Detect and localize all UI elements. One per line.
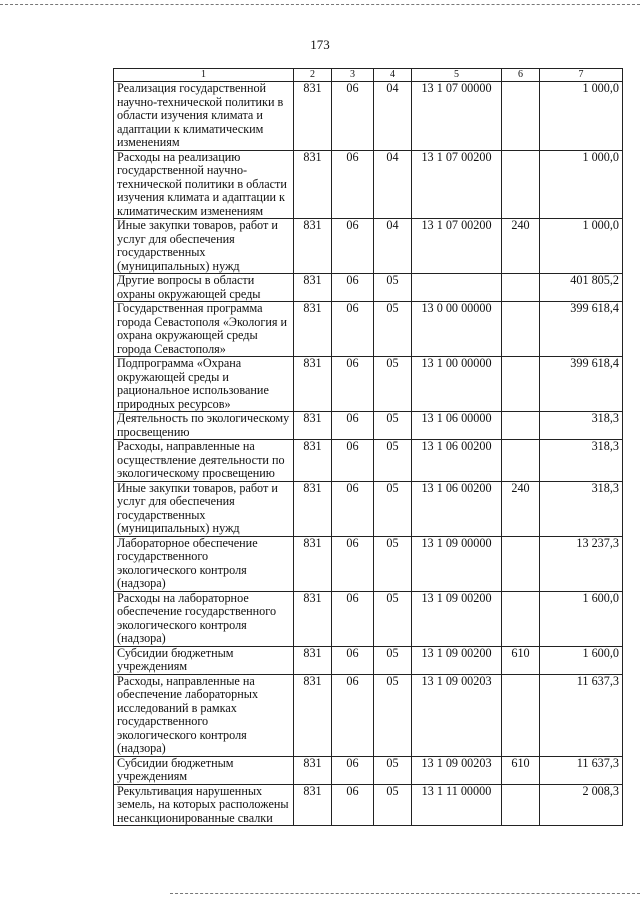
cell-name: Подпрограмма «Охрана окружающей среды и рациональное использование природных ресурсов» [114, 357, 294, 412]
cell-section: 06 [332, 302, 374, 357]
bottom-divider [170, 893, 640, 894]
header-col-3: 3 [332, 69, 374, 82]
cell-target-article: 13 1 00 00000 [412, 357, 502, 412]
table-row [114, 302, 623, 357]
table-row [114, 646, 623, 674]
header-col-2: 2 [294, 69, 332, 82]
header-col-7: 7 [540, 69, 623, 82]
cell-subsection: 05 [374, 274, 412, 302]
cell-amount: 11 637,3 [540, 756, 623, 784]
cell-ministry-code: 831 [294, 302, 332, 357]
table-row [114, 412, 623, 440]
cell-expense-type: 240 [502, 481, 540, 536]
cell-ministry-code: 831 [294, 150, 332, 219]
cell-expense-type: 240 [502, 219, 540, 274]
cell-section: 06 [332, 219, 374, 274]
cell-target-article: 13 1 06 00000 [412, 412, 502, 440]
cell-subsection: 04 [374, 150, 412, 219]
cell-expense-type [502, 536, 540, 591]
cell-subsection: 05 [374, 591, 412, 646]
cell-section: 06 [332, 784, 374, 826]
cell-section: 06 [332, 440, 374, 482]
cell-name: Лабораторное обеспечение государственного экологического контроля (надзора) [114, 536, 294, 591]
cell-ministry-code: 831 [294, 756, 332, 784]
cell-expense-type [502, 150, 540, 219]
cell-subsection: 05 [374, 302, 412, 357]
cell-target-article: 13 1 09 00200 [412, 591, 502, 646]
cell-name: Реализация государственной научно-технической политики в области изучения климата и адаптации к климатическим изменениям [114, 82, 294, 151]
cell-section: 06 [332, 646, 374, 674]
table-row [114, 150, 623, 219]
cell-ministry-code: 831 [294, 646, 332, 674]
cell-amount: 11 637,3 [540, 674, 623, 756]
cell-amount: 399 618,4 [540, 302, 623, 357]
cell-expense-type [502, 440, 540, 482]
cell-ministry-code: 831 [294, 481, 332, 536]
cell-section: 06 [332, 536, 374, 591]
cell-section: 06 [332, 412, 374, 440]
cell-name: Другие вопросы в области охраны окружающей среды [114, 274, 294, 302]
cell-name: Рекультивация нарушенных земель, на которых расположены несанкционированные свалки [114, 784, 294, 826]
cell-target-article: 13 1 07 00200 [412, 150, 502, 219]
cell-subsection: 05 [374, 481, 412, 536]
cell-expense-type: 610 [502, 756, 540, 784]
cell-section: 06 [332, 82, 374, 151]
top-divider [0, 4, 640, 5]
table-row [114, 756, 623, 784]
cell-subsection: 04 [374, 82, 412, 151]
cell-subsection: 05 [374, 674, 412, 756]
budget-table [113, 68, 623, 826]
cell-ministry-code: 831 [294, 412, 332, 440]
cell-amount: 318,3 [540, 440, 623, 482]
cell-section: 06 [332, 591, 374, 646]
table-row [114, 440, 623, 482]
header-col-1: 1 [114, 69, 294, 82]
cell-amount: 1 600,0 [540, 646, 623, 674]
cell-section: 06 [332, 357, 374, 412]
cell-target-article: 13 1 11 00000 [412, 784, 502, 826]
header-row [114, 69, 623, 82]
cell-name: Расходы на лабораторное обеспечение государственного экологического контроля (надзора) [114, 591, 294, 646]
cell-ministry-code: 831 [294, 536, 332, 591]
header-col-5: 5 [412, 69, 502, 82]
cell-target-article: 13 1 06 00200 [412, 440, 502, 482]
cell-target-article: 13 1 07 00200 [412, 219, 502, 274]
cell-target-article: 13 1 07 00000 [412, 82, 502, 151]
cell-amount: 401 805,2 [540, 274, 623, 302]
cell-expense-type [502, 357, 540, 412]
cell-target-article: 13 1 09 00203 [412, 756, 502, 784]
cell-ministry-code: 831 [294, 784, 332, 826]
cell-name: Расходы, направленные на осуществление деятельности по экологическому просвещению [114, 440, 294, 482]
cell-ministry-code: 831 [294, 674, 332, 756]
cell-target-article: 13 1 06 00200 [412, 481, 502, 536]
cell-name: Иные закупки товаров, работ и услуг для обеспечения государственных (муниципальных) нужд [114, 219, 294, 274]
cell-target-article [412, 274, 502, 302]
header-col-6: 6 [502, 69, 540, 82]
cell-expense-type [502, 274, 540, 302]
table-row [114, 784, 623, 826]
cell-subsection: 05 [374, 440, 412, 482]
cell-section: 06 [332, 674, 374, 756]
table-row [114, 219, 623, 274]
cell-name: Государственная программа города Севастополя «Экология и охрана окружающей среды города Севастополя» [114, 302, 294, 357]
cell-amount: 2 008,3 [540, 784, 623, 826]
cell-target-article: 13 0 00 00000 [412, 302, 502, 357]
table-row [114, 591, 623, 646]
cell-ministry-code: 831 [294, 357, 332, 412]
cell-section: 06 [332, 756, 374, 784]
page-number: 173 [310, 37, 330, 52]
table-row [114, 357, 623, 412]
cell-subsection: 05 [374, 412, 412, 440]
cell-expense-type [502, 674, 540, 756]
table-row [114, 82, 623, 151]
table-row [114, 481, 623, 536]
table-row [114, 536, 623, 591]
table-row [114, 674, 623, 756]
table-row [114, 274, 623, 302]
cell-subsection: 05 [374, 646, 412, 674]
cell-amount: 1 000,0 [540, 219, 623, 274]
cell-amount: 1 600,0 [540, 591, 623, 646]
table-body [114, 82, 623, 826]
cell-ministry-code: 831 [294, 591, 332, 646]
cell-ministry-code: 831 [294, 82, 332, 151]
cell-amount: 318,3 [540, 412, 623, 440]
cell-section: 06 [332, 274, 374, 302]
cell-subsection: 05 [374, 536, 412, 591]
cell-amount: 318,3 [540, 481, 623, 536]
cell-expense-type [502, 82, 540, 151]
cell-ministry-code: 831 [294, 274, 332, 302]
cell-amount: 1 000,0 [540, 150, 623, 219]
cell-expense-type [502, 412, 540, 440]
cell-amount: 399 618,4 [540, 357, 623, 412]
cell-target-article: 13 1 09 00203 [412, 674, 502, 756]
cell-expense-type [502, 591, 540, 646]
cell-ministry-code: 831 [294, 219, 332, 274]
cell-subsection: 05 [374, 357, 412, 412]
cell-target-article: 13 1 09 00000 [412, 536, 502, 591]
cell-name: Субсидии бюджетным учреждениям [114, 756, 294, 784]
cell-name: Деятельность по экологическому просвещению [114, 412, 294, 440]
cell-subsection: 05 [374, 756, 412, 784]
cell-subsection: 04 [374, 219, 412, 274]
cell-section: 06 [332, 150, 374, 219]
cell-section: 06 [332, 481, 374, 536]
cell-amount: 13 237,3 [540, 536, 623, 591]
cell-expense-type: 610 [502, 646, 540, 674]
cell-target-article: 13 1 09 00200 [412, 646, 502, 674]
cell-amount: 1 000,0 [540, 82, 623, 151]
header-col-4: 4 [374, 69, 412, 82]
cell-expense-type [502, 302, 540, 357]
cell-name: Расходы на реализацию государственной научно-технической политики в области изучения климата и адаптации к климатическим изменениям [114, 150, 294, 219]
cell-expense-type [502, 784, 540, 826]
cell-ministry-code: 831 [294, 440, 332, 482]
cell-name: Субсидии бюджетным учреждениям [114, 646, 294, 674]
cell-subsection: 05 [374, 784, 412, 826]
cell-name: Расходы, направленные на обеспечение лабораторных исследований в рамках государственного экологического контроля (надзора) [114, 674, 294, 756]
cell-name: Иные закупки товаров, работ и услуг для обеспечения государственных (муниципальных) нужд [114, 481, 294, 536]
